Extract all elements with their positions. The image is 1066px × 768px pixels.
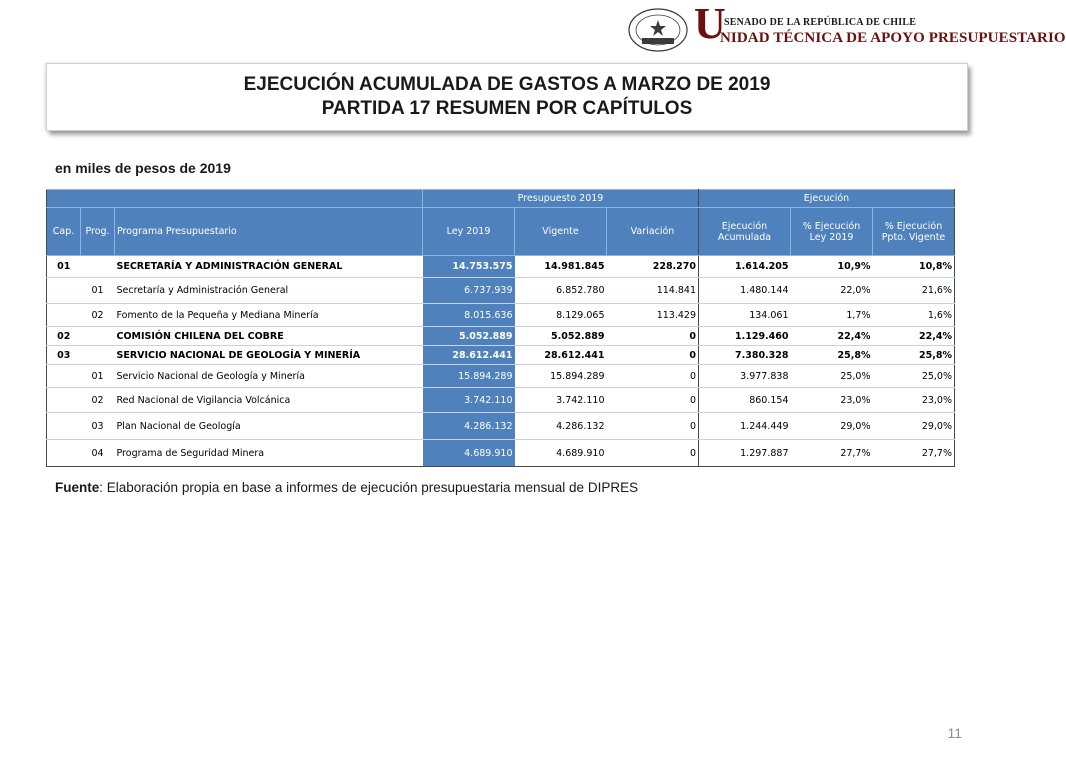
pct-vigente-cell: 1,6%: [873, 304, 955, 327]
variacion-cell: 113.429: [607, 304, 699, 327]
ejecucion-cell: 3.977.838: [699, 365, 791, 388]
table-row: [47, 388, 955, 413]
table-row: [47, 256, 955, 278]
senate-seal-icon: [628, 8, 688, 52]
logo-initial: U: [694, 0, 726, 48]
ley-cell: 3.742.110: [423, 388, 515, 413]
header-presupuesto: Presupuesto 2019: [423, 190, 699, 208]
program-name-cell: SECRETARÍA Y ADMINISTRACIÓN GENERAL: [115, 256, 423, 278]
budget-table: [46, 189, 955, 467]
ley-cell: 15.894.289: [423, 365, 515, 388]
prog-cell: 03: [81, 413, 115, 440]
vigente-cell: 3.742.110: [515, 388, 607, 413]
cap-cell: [47, 388, 81, 413]
source-text: : Elaboración propia en base a informes de ejecución presupuestaria mensual de DIPRES: [99, 480, 639, 495]
pct-ley-cell: 22,0%: [791, 278, 873, 304]
col-variacion: Variación: [607, 208, 699, 256]
prog-cell: 01: [81, 365, 115, 388]
program-name-cell: SERVICIO NACIONAL DE GEOLOGÍA Y MINERÍA: [115, 346, 423, 365]
cap-cell: [47, 304, 81, 327]
ejecucion-cell: 7.380.328: [699, 346, 791, 365]
variacion-cell: 228.270: [607, 256, 699, 278]
ley-cell: 4.689.910: [423, 440, 515, 467]
pct-ley-cell: 27,7%: [791, 440, 873, 467]
program-name-cell: Fomento de la Pequeña y Mediana Minería: [115, 304, 423, 327]
vigente-cell: 4.689.910: [515, 440, 607, 467]
pct-vigente-cell: 22,4%: [873, 327, 955, 346]
variacion-cell: 0: [607, 365, 699, 388]
pct-vigente-cell: 23,0%: [873, 388, 955, 413]
program-name-cell: Servicio Nacional de Geología y Minería: [115, 365, 423, 388]
ley-cell: 4.286.132: [423, 413, 515, 440]
prog-cell: 02: [81, 388, 115, 413]
ejecucion-cell: 1.480.144: [699, 278, 791, 304]
ejecucion-cell: 134.061: [699, 304, 791, 327]
program-name-cell: Red Nacional de Vigilancia Volcánica: [115, 388, 423, 413]
variacion-cell: 0: [607, 327, 699, 346]
col-pct-ley: % Ejecución Ley 2019: [791, 208, 873, 256]
prog-cell: [81, 256, 115, 278]
ejecucion-cell: 1.129.460: [699, 327, 791, 346]
prog-cell: 02: [81, 304, 115, 327]
col-prog: Prog.: [81, 208, 115, 256]
source-label: Fuente: [55, 480, 100, 495]
program-name-cell: COMISIÓN CHILENA DEL COBRE: [115, 327, 423, 346]
ley-cell: 28.612.441: [423, 346, 515, 365]
vigente-cell: 6.852.780: [515, 278, 607, 304]
pct-vigente-cell: 21,6%: [873, 278, 955, 304]
table-row: [47, 327, 955, 346]
table-row: [47, 346, 955, 365]
vigente-cell: 28.612.441: [515, 346, 607, 365]
col-pct-vig: % Ejecución Ppto. Vigente: [873, 208, 955, 256]
table-row: [47, 278, 955, 304]
table-row: [47, 304, 955, 327]
pct-ley-cell: 22,4%: [791, 327, 873, 346]
title-box: [46, 63, 968, 131]
program-name-cell: Plan Nacional de Geología: [115, 413, 423, 440]
ejecucion-cell: 1.244.449: [699, 413, 791, 440]
prog-cell: 01: [81, 278, 115, 304]
pct-vigente-cell: 25,0%: [873, 365, 955, 388]
cap-cell: [47, 413, 81, 440]
pct-ley-cell: 1,7%: [791, 304, 873, 327]
page-title: EJECUCIÓN ACUMULADA DE GASTOS A MARZO DE 2019: [243, 74, 771, 95]
page-subtitle: PARTIDA 17 RESUMEN POR CAPÍTULOS: [321, 98, 693, 119]
prog-cell: [81, 346, 115, 365]
ejecucion-cell: 1.297.887: [699, 440, 791, 467]
ejecucion-cell: 1.614.205: [699, 256, 791, 278]
vigente-cell: 4.286.132: [515, 413, 607, 440]
table-row: [47, 440, 955, 467]
prog-cell: [81, 327, 115, 346]
senado-name: SENADO DE LA REPÚBLICA DE CHILE: [724, 17, 917, 28]
header-blank: [47, 190, 423, 208]
variacion-cell: 114.841: [607, 278, 699, 304]
variacion-cell: 0: [607, 388, 699, 413]
page-number: 11: [947, 725, 962, 741]
pct-ley-cell: 10,9%: [791, 256, 873, 278]
pct-ley-cell: 23,0%: [791, 388, 873, 413]
pct-vigente-cell: 29,0%: [873, 413, 955, 440]
variacion-cell: 0: [607, 413, 699, 440]
pct-ley-cell: 29,0%: [791, 413, 873, 440]
ley-cell: 5.052.889: [423, 327, 515, 346]
pct-vigente-cell: 25,8%: [873, 346, 955, 365]
variacion-cell: 0: [607, 440, 699, 467]
ejecucion-cell: 860.154: [699, 388, 791, 413]
cap-cell: [47, 365, 81, 388]
col-programa: Programa Presupuestario: [115, 208, 423, 256]
program-name-cell: Secretaría y Administración General: [115, 278, 423, 304]
pct-ley-cell: 25,0%: [791, 365, 873, 388]
cap-cell: 01: [47, 256, 81, 278]
units-label: en miles de pesos de 2019: [55, 160, 231, 176]
ley-cell: 14.753.575: [423, 256, 515, 278]
variacion-cell: 0: [607, 346, 699, 365]
col-ejec-acum: Ejecución Acumulada: [699, 208, 791, 256]
cap-cell: 03: [47, 346, 81, 365]
table-row: [47, 413, 955, 440]
table-row: [47, 365, 955, 388]
ley-cell: 8.015.636: [423, 304, 515, 327]
col-vigente: Vigente: [515, 208, 607, 256]
vigente-cell: 14.981.845: [515, 256, 607, 278]
program-name-cell: Programa de Seguridad Minera: [115, 440, 423, 467]
senado-logo: [628, 0, 1066, 54]
source-note: [55, 480, 638, 495]
cap-cell: [47, 440, 81, 467]
vigente-cell: 8.129.065: [515, 304, 607, 327]
unidad-name: NIDAD TÉCNICA DE APOYO PRESUPUESTARIO: [720, 30, 1066, 46]
header-ejecucion: Ejecución: [699, 190, 955, 208]
vigente-cell: 15.894.289: [515, 365, 607, 388]
cap-cell: [47, 278, 81, 304]
pct-vigente-cell: 27,7%: [873, 440, 955, 467]
ley-cell: 6.737.939: [423, 278, 515, 304]
cap-cell: 02: [47, 327, 81, 346]
col-cap: Cap.: [47, 208, 81, 256]
pct-vigente-cell: 10,8%: [873, 256, 955, 278]
col-ley: Ley 2019: [423, 208, 515, 256]
prog-cell: 04: [81, 440, 115, 467]
vigente-cell: 5.052.889: [515, 327, 607, 346]
pct-ley-cell: 25,8%: [791, 346, 873, 365]
